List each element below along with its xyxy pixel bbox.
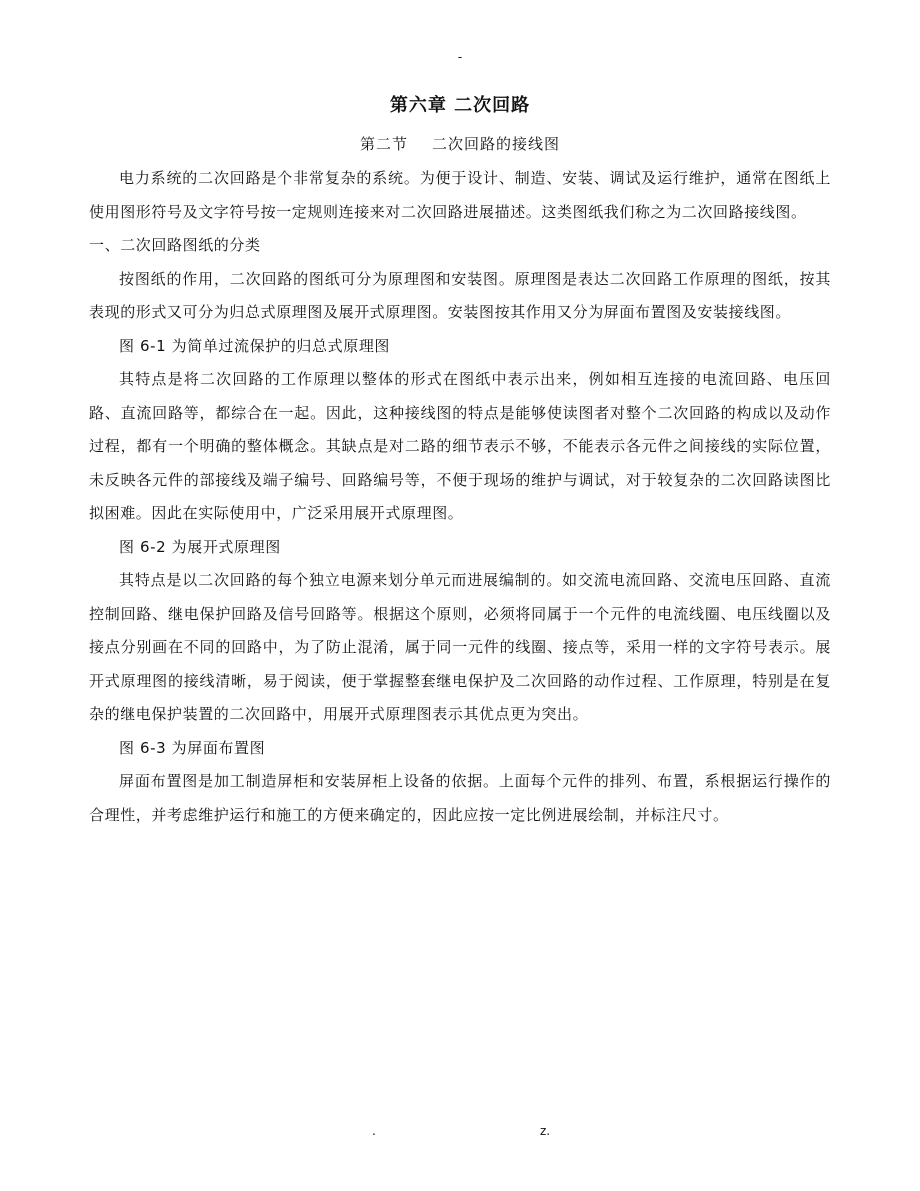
subsection-heading: 一、二次回路图纸的分类 bbox=[89, 236, 261, 254]
footer-mark-right: z. bbox=[540, 1124, 551, 1138]
paragraph-expanded-diagram: 其特点是以二次回路的每个独立电源来划分单元而进展编制的。如交流电流回路、交流电压回路、直流控制回路、继电保护回路及信号回路等。根据这个原则，必须将同属于一个元件的电流线圈、电压线圈以及接点分别画在不同的回路中，为了防止混淆，属于同一元件的线圈、接点等，采用一样的文字符号表示。展开式原理图的接线清晰，易于阅读，便于掌握整套继电保护及二次回路的动作过程、工作原理，特别是在复杂的继电保护装置的二次回路中，用展开式原理图表示其优点更为突出。 bbox=[89, 571, 831, 723]
figure-caption-6-1: 图 6-1 为简单过流保护的归总式原理图 bbox=[119, 336, 391, 355]
figure-caption-6-3: 图 6-3 为屏面布置图 bbox=[119, 738, 266, 757]
chapter-title: 第六章 二次回路 bbox=[389, 95, 531, 116]
footer-mark-left: . bbox=[372, 1124, 376, 1138]
document-body bbox=[89, 162, 831, 832]
section-number: 第二节 bbox=[359, 135, 408, 153]
paragraph-classification: 按图纸的作用，二次回路的图纸可分为原理图和安装图。原理图是表达二次回路工作原理的图纸，按其表现的形式又可分为归总式原理图及展开式原理图。安装图按其作用又分为屏面布置图及安装接线图。 bbox=[89, 269, 831, 321]
figure-caption-6-2: 图 6-2 为展开式原理图 bbox=[119, 537, 281, 556]
section-heading bbox=[0, 134, 920, 154]
paragraph-summary-diagram: 其特点是将二次回路的工作原理以整体的形式在图纸中表示出来，例如相互连接的电流回路、电压回路、直流回路等，都综合在一起。因此，这种接线图的特点是能够使读图者对整个二次回路的构成以及动作过程，都有一个明确的整体概念。其缺点是对二路的细节表示不够，不能表示各元件之间接线的实际位置，未反映各元件的部接线及端子编号、回路编号等，不便于现场的维护与调试，对于较复杂的二次回路读图比拟困难。因此在实际使用中，广泛采用展开式原理图。 bbox=[89, 370, 831, 522]
section-title: 二次回路的接线图 bbox=[432, 135, 561, 153]
paragraph-panel-layout: 屏面布置图是加工制造屏柜和安装屏柜上设备的依据。上面每个元件的排列、布置，系根据运行操作的合理性，并考虑维护运行和施工的方便来确定的，因此应按一定比例进展绘制，并标注尺寸。 bbox=[89, 772, 831, 824]
paragraph-intro: 电力系统的二次回路是个非常复杂的系统。为便于设计、制造、安装、调试及运行维护，通常在图纸上使用图形符号及文字符号按一定规则连接来对二次回路进展描述。这类图纸我们称之为二次回路接线图。 bbox=[89, 169, 831, 221]
page-header-mark: - bbox=[457, 50, 463, 64]
